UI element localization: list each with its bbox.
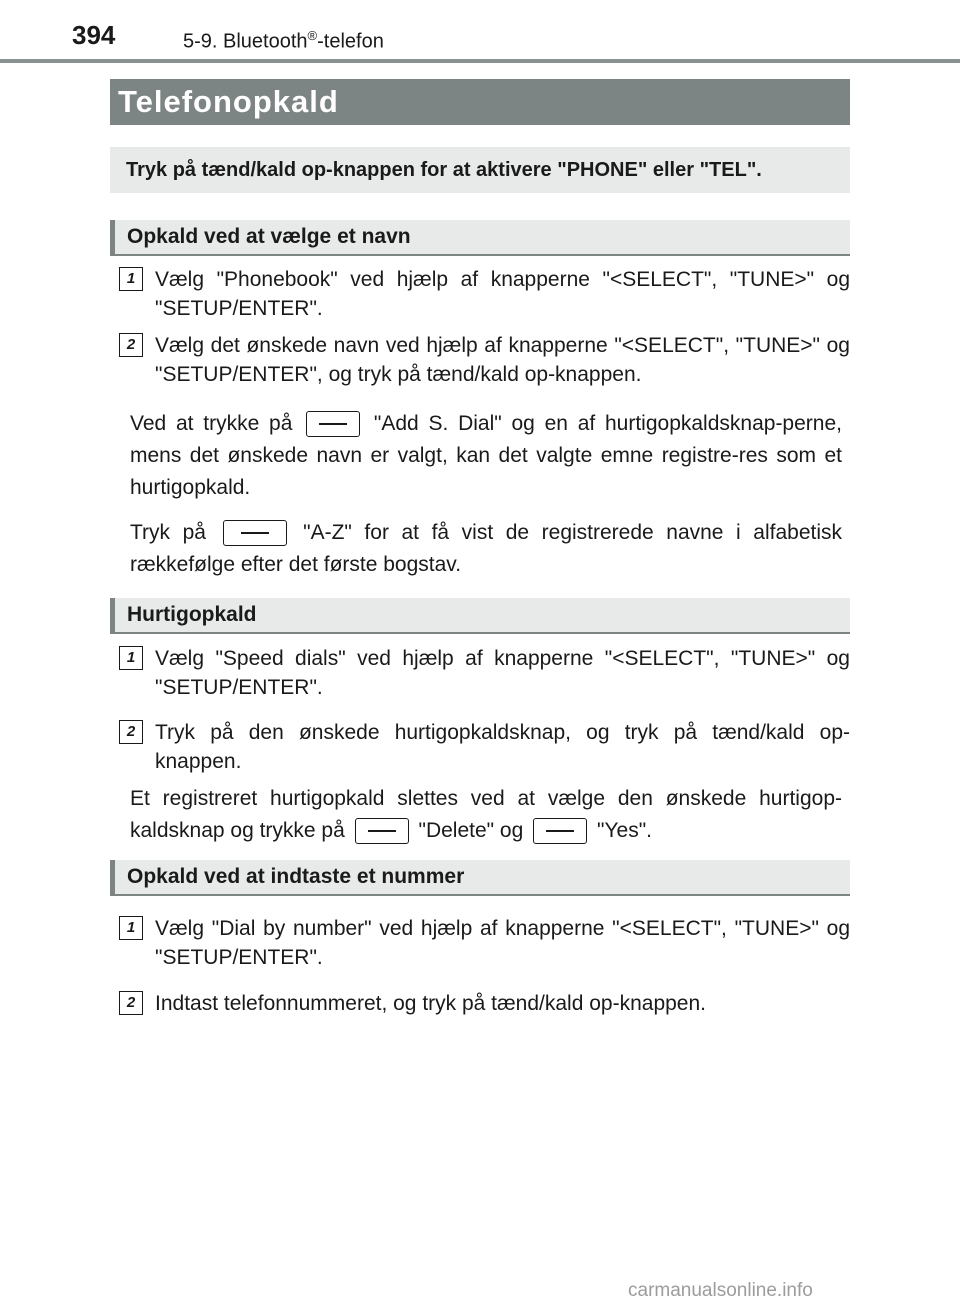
chapter-title: 5-9. Bluetooth®-telefon [183, 28, 384, 53]
step-text: Indtast telefonnummeret, og tryk på tænd/kald op-knappen. [155, 992, 706, 1015]
step-text: Tryk på den ønskede hurtigopkaldsknap, og tryk på tænd/kald op-knappen. [155, 721, 850, 773]
intro-box: Tryk på tænd/kald op-knappen for at aktivere "PHONE" eller "TEL". [110, 147, 850, 193]
screen-button-icon [223, 520, 287, 546]
note-paragraph: Tryk på "A-Z" for at få vist de registrerede navne i alfabetisk rækkefølge efter det første bogstav. [130, 521, 843, 576]
note-paragraph: Et registreret hurtigopkald slettes ved at vælge den ønskede hurtigop-kaldsknap og trykke på "Delete" og "Yes". [130, 783, 842, 847]
step-number: 1 [119, 916, 143, 940]
page-header [0, 0, 960, 64]
screen-button-icon [306, 411, 360, 437]
step-text: Vælg "Speed dials" ved hjælp af knapperne "<SELECT", "TUNE>" og "SETUP/ENTER". [155, 647, 850, 699]
step-number: 2 [119, 720, 143, 744]
watermark: carmanualsonline.info [628, 1280, 813, 1301]
page-number: 394 [72, 20, 116, 50]
step-text: Vælg det ønskede navn ved hjælp af knapperne "<SELECT", "TUNE>" og "SETUP/ENTER", og tryk på tænd/kald op-knappen. [155, 334, 850, 386]
section-heading-number: Opkald ved at indtaste et nummer [110, 860, 850, 896]
note-paragraph: Ved at trykke på "Add S. Dial" og en af hurtigopkaldsknap-perne, mens det ønskede navn er valgt, kan det valgte emne registre-res som et hurtigopkald. [130, 412, 842, 499]
screen-button-icon [355, 818, 409, 844]
step-number: 2 [119, 991, 143, 1015]
step-number: 2 [119, 333, 143, 357]
step-number: 1 [119, 646, 143, 670]
step-text: Vælg "Phonebook" ved hjælp af knapperne "<SELECT", "TUNE>" og "SETUP/ENTER". [155, 268, 850, 320]
section-heading-speed-dial: Hurtigopkald [110, 598, 850, 634]
screen-button-icon [533, 818, 587, 844]
page-title: Telefonopkald [110, 79, 850, 125]
section-heading-name: Opkald ved at vælge et navn [110, 220, 850, 256]
step-number: 1 [119, 267, 143, 291]
header-divider [0, 59, 960, 63]
step-text: Vælg "Dial by number" ved hjælp af knapperne "<SELECT", "TUNE>" og "SETUP/ENTER". [155, 917, 850, 969]
